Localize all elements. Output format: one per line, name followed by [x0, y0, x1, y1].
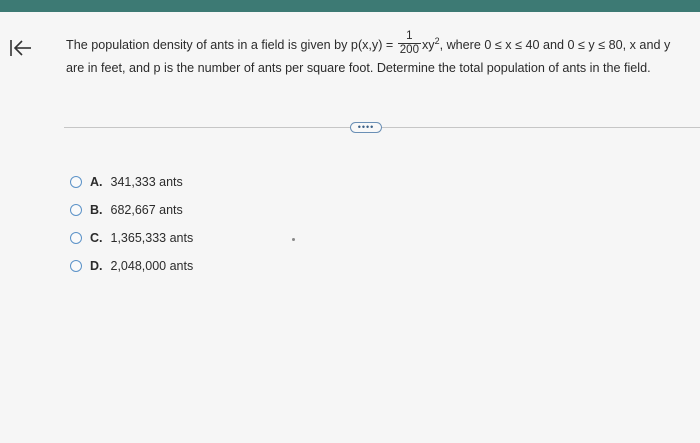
- option-a[interactable]: [70, 168, 193, 196]
- question-text: [66, 32, 686, 78]
- question-term: xy: [421, 38, 435, 53]
- question-exponent: 2: [434, 36, 440, 46]
- back-to-start-icon[interactable]: [8, 38, 34, 58]
- answer-options: [70, 168, 193, 280]
- question-rest: , where 0 ≤ x ≤ 40 and 0 ≤ y ≤ 80, x and y are in feet, and p is the number of ants per square foot. Determine the total population of ants in the field.: [66, 38, 671, 76]
- density-fraction: [398, 30, 421, 57]
- option-b[interactable]: [70, 196, 193, 224]
- option-text: 2,048,000 ants: [110, 259, 194, 273]
- more-button[interactable]: ••••: [350, 122, 382, 133]
- divider: [64, 127, 700, 128]
- option-text: 682,667 ants: [110, 203, 183, 217]
- option-text: 1,365,333 ants: [110, 231, 194, 245]
- fraction-numerator: 1: [406, 30, 413, 43]
- radio-button[interactable]: [70, 260, 82, 272]
- option-d[interactable]: [70, 252, 193, 280]
- option-letter: B.: [90, 203, 103, 217]
- option-letter: A.: [90, 175, 103, 189]
- radio-button[interactable]: [70, 232, 82, 244]
- top-bar: [0, 0, 700, 12]
- fraction-denominator: 200: [399, 44, 419, 57]
- radio-button[interactable]: [70, 204, 82, 216]
- question-lead: The population density of ants in a field is given by p(x,y) =: [66, 38, 394, 53]
- option-letter: C.: [90, 231, 103, 245]
- option-c[interactable]: [70, 224, 193, 252]
- radio-button[interactable]: [70, 176, 82, 188]
- option-letter: D.: [90, 259, 103, 273]
- option-text: 341,333 ants: [110, 175, 183, 189]
- stray-dot: [292, 238, 295, 241]
